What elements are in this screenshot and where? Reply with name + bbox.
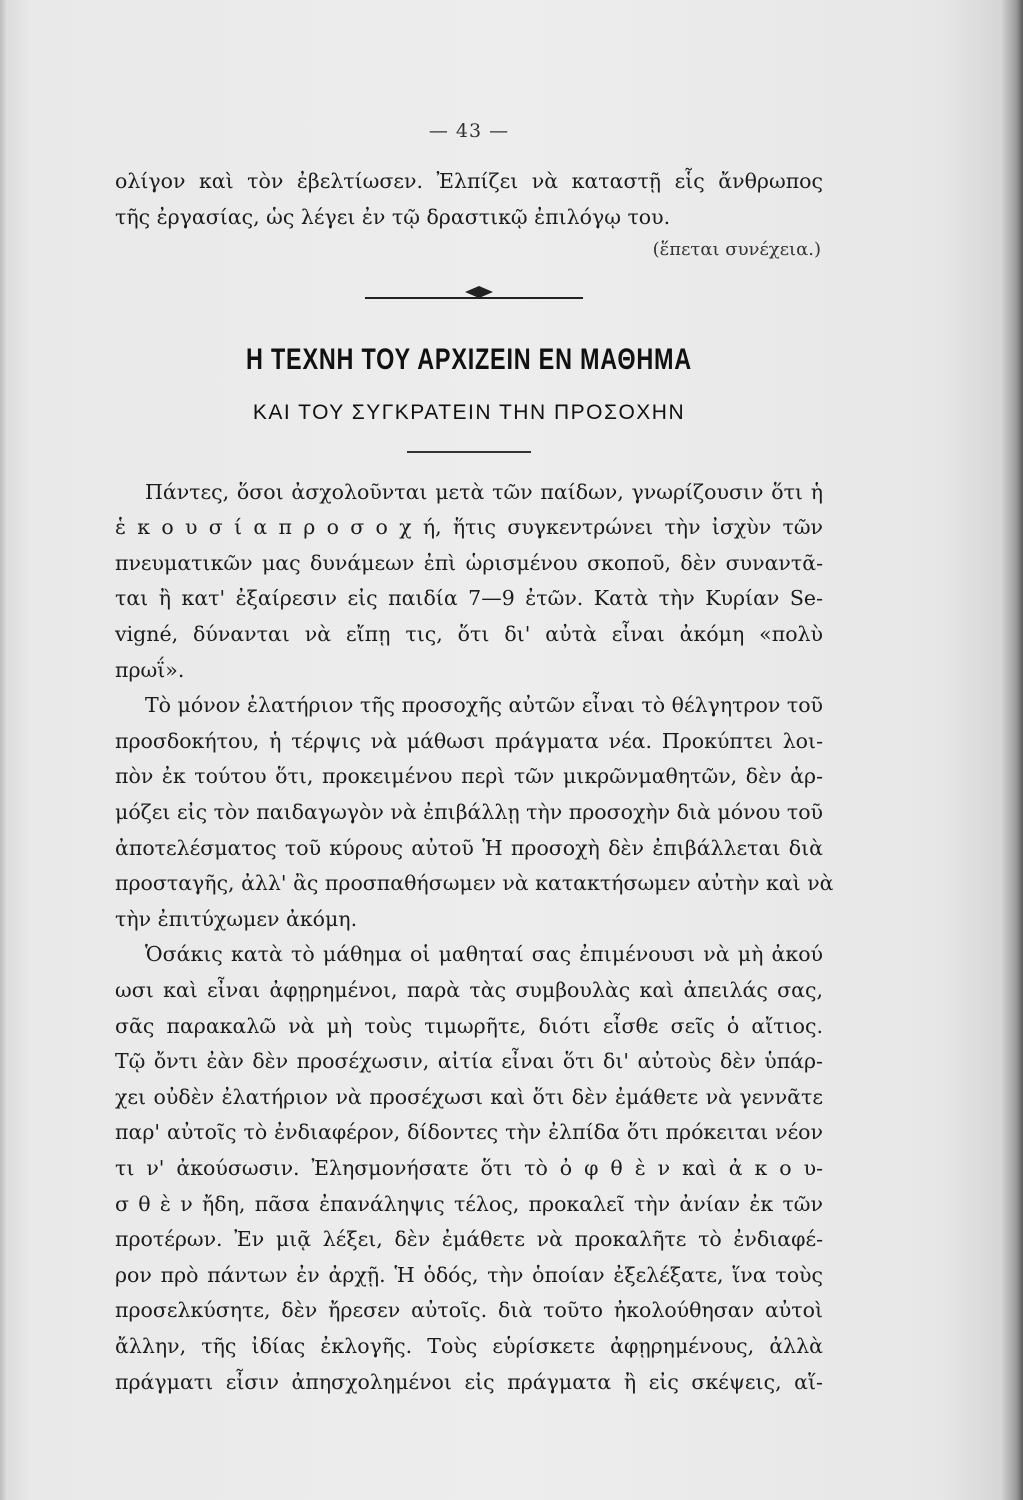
body-line: πράγματι εἶσιν ἀπησχολημένοι εἰς πράγματα ἢ εἰς σκέψεις, αἵ- [115, 1369, 823, 1394]
article-subtitle: ΚΑΙ ΤΟΥ ΣΥΓΚΡΑΤΕΙΝ ΤΗΝ ΠΡΟΣΟΧΗΝ [252, 401, 686, 425]
body-line: χει οὐδὲν ἐλατήριον νὰ προσέχωσι καὶ ὅτι δὲν ἐμάθετε νὰ γεννᾶτε [115, 1084, 823, 1109]
intro-line-1: ολίγον καὶ τὸν ἐβελτίωσεν. Ἐλπίζει νὰ καταστῇ εἷς ἄνθρωπος [115, 169, 823, 193]
body-line: προτέρων. Ἐν μιᾷ λέξει, δὲν ἐμάθετε νὰ προκαλῆτε τὸ ἐνδιαφέ- [115, 1227, 823, 1252]
body-line: ἄλλην, τῆς ἰδίας ἐκλογῆς. Τοὺς εὑρίσκετε ἀφῃρημένους, ἀλλὰ [115, 1333, 823, 1358]
body-line: μόζει εἰς τὸν παιδαγωγὸν νὰ ἐπιβάλλῃ τὴν προσοχὴν διὰ μόνου τοῦ [115, 800, 823, 825]
divider-ornament-bottom [465, 292, 493, 298]
body-line: Τῷ ὄντι ἐὰν δὲν προσέχωσιν, αἰτία εἶναι ὅτι δι' αὐτοὺς δὲν ὑπάρ- [115, 1049, 823, 1074]
body-line: σ θ ὲ ν ἤδη, πᾶσα ἐπανάληψις τέλος, προκαλεῖ τὴν ἀνίαν ἐκ τῶν [115, 1191, 823, 1216]
body-line: πρωΐ». [115, 657, 185, 682]
page-right-shadow [1001, 0, 1023, 1500]
page-left-shadow [0, 0, 8, 1500]
ornamental-divider [115, 265, 823, 325]
body-line: πὸν ἐκ τούτου ὅτι, προκειμένου περὶ τῶν μικρῶνμαθητῶν, δὲν ἁρ- [115, 764, 823, 789]
page-number: — 43 — [428, 120, 510, 142]
article-title: Η ΤΕΧΝΗ ΤΟΥ ΑΡΧΙΖΕΙΝ ΕΝ ΜΑΘΗΜΑ [246, 343, 692, 377]
body-line: προσελκύσητε, δὲν ἤρεσεν αὐτοῖς. διὰ τοῦτο ἠκολούθησαν αὐτοὶ [115, 1298, 823, 1323]
body-line: ωσι καὶ εἶναι ἀφῃρημένοι, παρὰ τὰς συμβουλὰς καὶ ἀπειλάς σας, [115, 978, 823, 1002]
article-body [115, 475, 834, 1400]
continued-note: (ἕπεται συνέχεια.) [652, 239, 821, 261]
body-line: ται ἢ κατ' ἐξαίρεσιν εἰς παιδία 7—9 ἐτῶν. Κατὰ τὴν Κυρίαν Se- [115, 586, 823, 611]
body-line: πνευματικῶν μας δυνάμεων ἐπὶ ὡρισμένου σκοποῦ, δὲν συναντᾶ- [115, 550, 823, 575]
body-line: Ὁσάκις κατὰ τὸ μάθημα οἱ μαθηταί σας ἐπιμένουσι νὰ μὴ ἀκού [145, 942, 823, 967]
body-line: σᾶς παρακαλῶ νὰ μὴ τοὺς τιμωρῆτε, διότι εἶσθε σεῖς ὁ αἴτιος. [115, 1013, 823, 1038]
body-line: προσταγῆς, ἀλλ' ἂς προσπαθήσωμεν νὰ κατακτήσωμεν αὐτὴν καὶ νὰ [115, 871, 834, 896]
title-rule [407, 451, 531, 453]
body-line: Πάντες, ὅσοι ἀσχολοῦνται μετὰ τῶν παίδων, γνωρίζουσιν ὅτι ἡ [145, 479, 823, 504]
body-line: ἀποτελέσματος τοῦ κύρους αὐτοῦ Ἡ προσοχὴ δὲν ἐπιβάλλεται διὰ [115, 835, 823, 860]
body-line: ρον πρὸ πάντων ἐν ἀρχῇ. Ἡ ὁδός, τὴν ὁποίαν ἐξελέξατε, ἵνα τοὺς [115, 1262, 823, 1287]
body-line: vigné, δύνανται νὰ εἴπῃ τις, ὅτι δι' αὐτὰ εἶναι ἀκόμη «πολὺ [115, 622, 823, 647]
body-line: Τὸ μόνον ἐλατήριον τῆς προσοχῆς αὐτῶν εἶναι τὸ θέλγητρον τοῦ [145, 693, 823, 718]
intro-line-2: τῆς ἐργασίας, ὡς λέγει ἐν τῷ δραστικῷ ἐπιλόγῳ του. [115, 204, 671, 229]
body-line: ἑ κ ο υ σ ί α π ρ ο σ ο χ ή, ἥτις συγκεντρώνει τὴν ἰσχὺν τῶν [115, 515, 823, 540]
body-line: παρ' αὐτοῖς τὸ ἐνδιαφέρον, δίδοντες τὴν ἐλπίδα ὅτι πρόκειται νέον [115, 1120, 823, 1145]
body-line: τὴν ἐπιτύχωμεν ἀκόμη. [115, 906, 358, 931]
body-line: τι ν' ἀκούσωσιν. Ἐλησμονήσατε ὅτι τὸ ὀ φ θ ὲ ν καὶ ἀ κ ο υ- [115, 1155, 823, 1180]
body-line: προσδοκήτου, ἡ τέρψις νὰ μάθωσι πράγματα νέα. Προκύπτει λοι- [115, 728, 823, 753]
page-content [115, 120, 834, 1400]
